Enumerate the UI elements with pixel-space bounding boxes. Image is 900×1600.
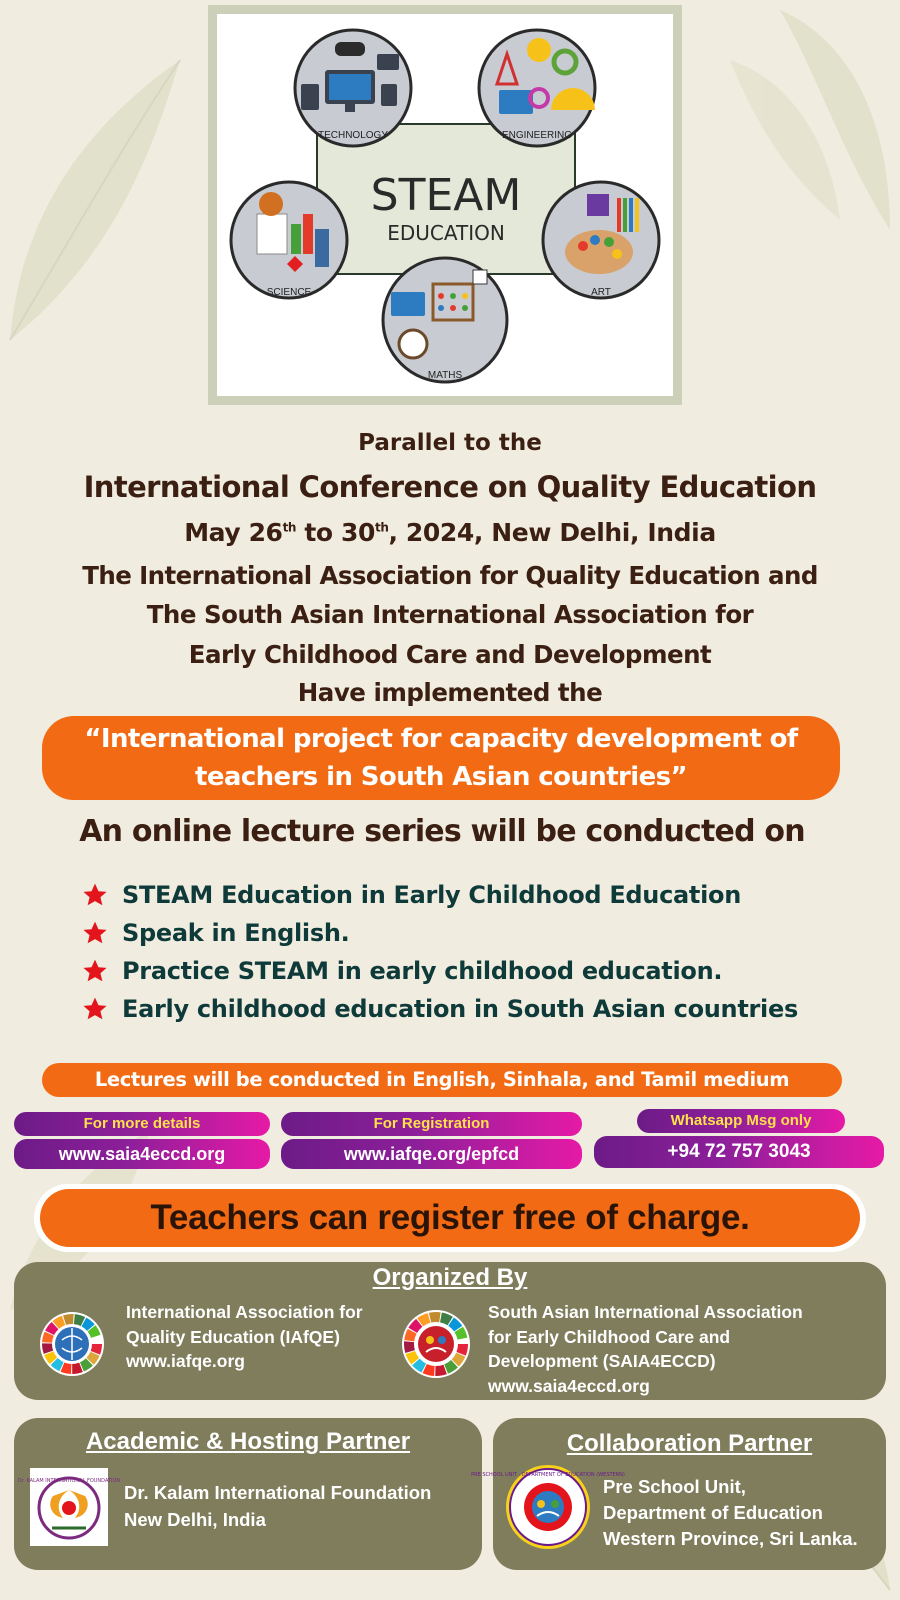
date-end: to 30	[296, 518, 375, 547]
steam-subtitle: EDUCATION	[387, 221, 505, 245]
iafqe-logo-icon	[38, 1310, 106, 1378]
implemented-line: Have implemented the	[297, 678, 603, 707]
engineering-label: ENGINEERING	[501, 130, 573, 141]
conference-title: International Conference on Quality Education	[83, 470, 817, 504]
project-title-line-1: “International project for capacity development of	[84, 724, 798, 754]
steam-diagram	[217, 14, 673, 396]
steam-education-graphic	[208, 5, 682, 405]
seal-text: PRE SCHOOL UNIT · DEPARTMENT OF EDUCATION (WESTERN)	[471, 1472, 625, 1478]
free-registration-banner	[34, 1184, 866, 1252]
whatsapp-number[interactable]: +94 72 757 3043	[594, 1136, 884, 1168]
org1-line: Quality Education (IAfQE)	[126, 1326, 340, 1347]
org2-line: South Asian International Association	[488, 1302, 803, 1322]
collaboration-partner-title: Collaboration Partner	[566, 1430, 813, 1457]
saia4eccd-logo-icon	[400, 1308, 472, 1380]
date-place: , 2024, New Delhi, India	[388, 518, 716, 547]
maths-circle	[383, 258, 507, 382]
org1-text	[126, 1300, 363, 1374]
org2-text	[488, 1300, 803, 1398]
academic-partner-title: Academic & Hosting Partner	[85, 1428, 411, 1455]
date-sup-1: th	[282, 520, 297, 535]
kalam-logo-text: Dr. KALAM INTERNATIONAL FOUNDATION	[17, 1478, 121, 1484]
lecture-series-heading: An online lecture series will be conducted on	[79, 814, 805, 849]
steam-graphic-canvas	[217, 14, 673, 396]
technology-circle	[295, 30, 411, 146]
maths-label: MATHS	[427, 370, 463, 381]
collaboration-partner-line: Pre School Unit,	[603, 1476, 746, 1497]
date-start: May 26	[184, 518, 283, 547]
preschool-unit-seal-icon	[471, 1464, 625, 1550]
engineering-circle	[479, 30, 595, 146]
project-title-banner	[42, 716, 840, 800]
academic-partner-panel	[14, 1418, 482, 1570]
collaboration-partner-text	[603, 1474, 858, 1552]
org2-line: for Early Childhood Care and	[488, 1326, 731, 1347]
organized-by-title: Organized By	[372, 1264, 528, 1291]
intro-parallel: Parallel to the	[358, 430, 542, 456]
registration-link[interactable]: www.iafqe.org/epfcd	[281, 1139, 582, 1169]
org1-website[interactable]: www.iafqe.org	[126, 1351, 245, 1371]
star-icon	[82, 958, 108, 984]
registration-label: For Registration	[281, 1112, 582, 1136]
kalam-foundation-logo-icon	[17, 1468, 121, 1546]
association-line-2: The South Asian International Association for	[146, 600, 754, 629]
topic-text: STEAM Education in Early Childhood Education	[122, 881, 741, 909]
topic-text: Practice STEAM in early childhood education.	[122, 957, 723, 985]
association-line-1: The International Association for Quality Education and	[82, 561, 818, 590]
date-sup-2: th	[374, 520, 389, 535]
association-line-3: Early Childhood Care and Development	[188, 640, 712, 669]
science-label: SCIENCE	[266, 287, 312, 298]
free-registration-inner: Teachers can register free of charge.	[40, 1189, 860, 1247]
org2-line: Development (SAIA4ECCD)	[488, 1351, 716, 1371]
star-icon	[82, 996, 108, 1022]
collaboration-partner-line: Western Province, Sri Lanka.	[603, 1528, 858, 1549]
topic-text: Speak in English.	[122, 919, 350, 947]
organized-by-panel	[14, 1262, 886, 1400]
science-circle	[231, 182, 347, 298]
art-label: ART	[591, 287, 611, 298]
project-title-line-2: teachers in South Asian countries”	[195, 762, 687, 792]
list-item	[82, 876, 842, 914]
collaboration-partner-panel	[471, 1418, 886, 1570]
technology-label: TECHNOLOGY	[317, 130, 389, 141]
lecture-topics-list	[82, 876, 842, 1028]
org1-line: International Association for	[126, 1302, 363, 1322]
list-item	[82, 990, 842, 1028]
whatsapp-label: Whatsapp Msg only	[637, 1109, 845, 1133]
collaboration-partner-line: Department of Education	[603, 1502, 823, 1523]
topic-text: Early childhood education in South Asian countries	[122, 995, 798, 1023]
lecture-medium-banner: Lectures will be conducted in English, Sinhala, and Tamil medium	[42, 1063, 842, 1097]
conference-date	[0, 518, 900, 547]
details-label: For more details	[14, 1112, 270, 1136]
steam-title: STEAM	[370, 170, 522, 221]
leaf-decoration-left	[0, 40, 200, 360]
star-icon	[82, 882, 108, 908]
academic-partner-line: New Delhi, India	[124, 1509, 266, 1530]
org2-website[interactable]: www.saia4eccd.org	[488, 1375, 650, 1396]
academic-partner-line: Dr. Kalam International Foundation	[124, 1482, 432, 1503]
details-link[interactable]: www.saia4eccd.org	[14, 1139, 270, 1169]
list-item	[82, 952, 842, 990]
art-circle	[543, 182, 659, 298]
list-item	[82, 914, 842, 952]
star-icon	[82, 920, 108, 946]
leaf-decoration-right	[720, 0, 900, 240]
academic-partner-text	[124, 1479, 431, 1533]
